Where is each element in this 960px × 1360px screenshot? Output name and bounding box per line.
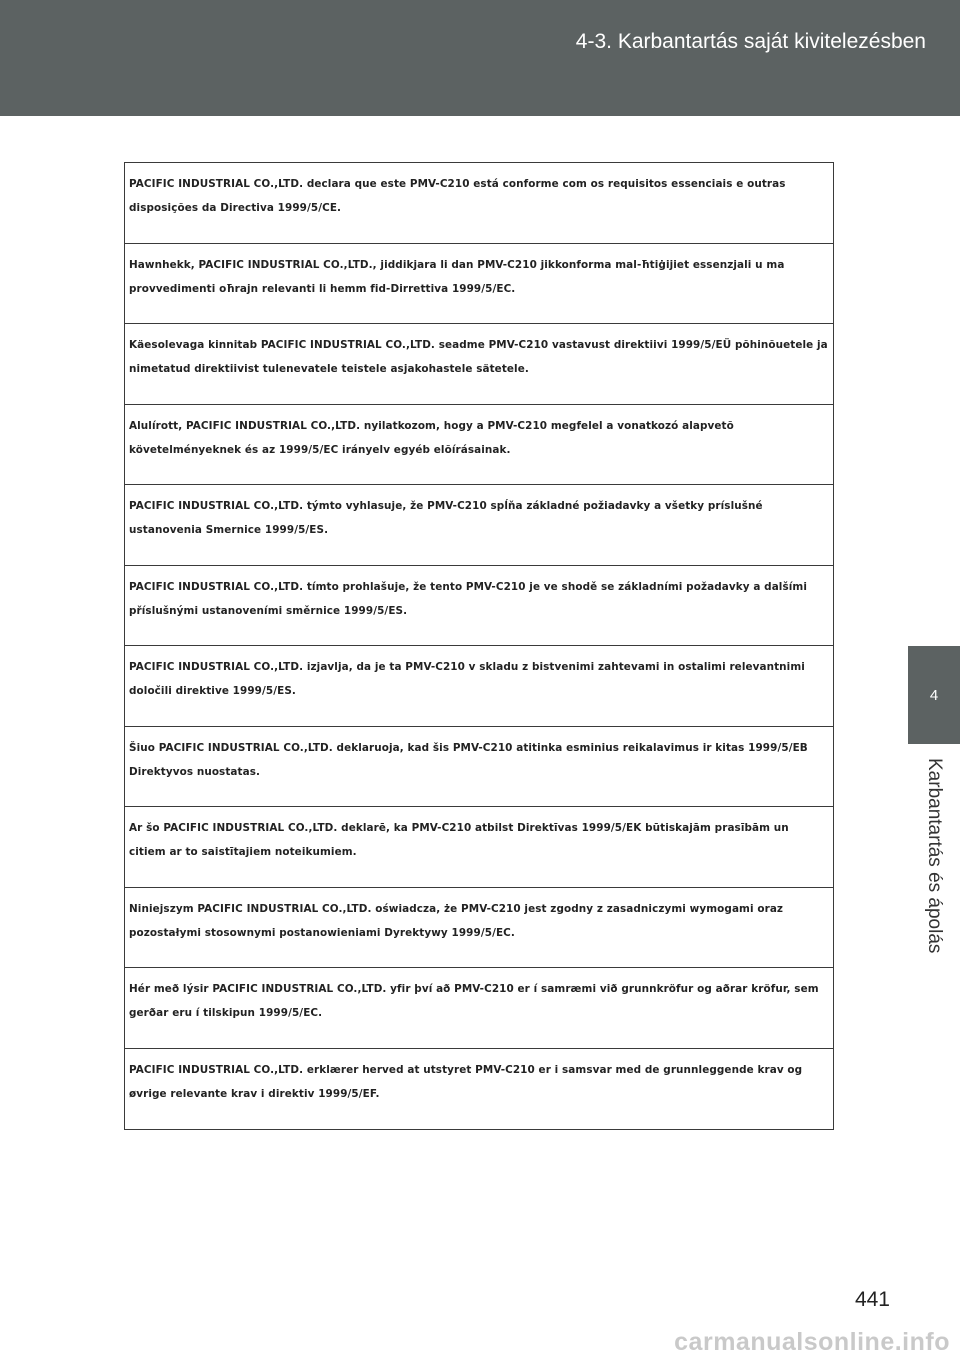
declaration-row-lithuanian [125,727,833,808]
declaration-row-latvian [125,807,833,888]
declaration-text: Hér með lýsir PACIFIC INDUSTRIAL CO.,LTD. yfir því að PMV-C210 er í samræmi við grunnkröfur og aðrar kröfur, sem gerðar eru í tilskipun 1999/5/EC. [129,983,819,1019]
declaration-text: Käesolevaga kinnitab PACIFIC INDUSTRIAL CO.,LTD. seadme PMV-C210 vastavust direktiivi 1999/5/EÜ põhinõuetele ja nimetatud direktiivist tulenevatele teistele asjakohastele sätetele. [129,339,828,375]
declaration-row-portuguese [125,163,833,244]
declaration-text: Niniejszym PACIFIC INDUSTRIAL CO.,LTD. oświadcza, że PMV-C210 jest zgodny z zasadniczymi wymogami oraz pozostałymi stosownymi postanowieniami Dyrektywy 1999/5/EC. [129,902,784,939]
declarations-table [124,162,834,1130]
declaration-row-norwegian [125,1049,833,1130]
declaration-text: Hawnhekk, PACIFIC INDUSTRIAL CO.,LTD., jiddikjara li dan PMV-C210 jikkonforma mal-ħtiġijiet essenzjali u ma provvedimenti oħrajn relevanti li hemm fid-Dirrettiva 1999/5/EC. [129,258,785,295]
chapter-number: 4 [929,686,939,704]
declaration-text: Ar šo PACIFIC INDUSTRIAL CO.,LTD. deklarē, ka PMV-C210 atbilst Direktīvas 1999/5/EK būtiskajām prasībām un citiem ar to saistītajiem noteikumiem. [129,822,789,858]
page-number: 441 [854,1288,890,1311]
declaration-row-hungarian [125,405,833,486]
declaration-row-slovak [125,485,833,566]
declaration-row-polish [125,888,833,969]
declaration-text: Alulírott, PACIFIC INDUSTRIAL CO.,LTD. nyilatkozom, hogy a PMV-C210 megfelel a vonatkozó alapvetõ követelményeknek és az 1999/5/EC irányelv egyéb elõírásainak. [129,419,734,456]
declaration-row-icelandic [125,968,833,1049]
declaration-text: PACIFIC INDUSTRIAL CO.,LTD. erklærer herved at utstyret PMV-C210 er i samsvar med de grunnleggende krav og øvrige relevante krav i direktiv 1999/5/EF. [129,1063,803,1100]
declaration-text: PACIFIC INDUSTRIAL CO.,LTD. týmto vyhlasuje, že PMV-C210 spĺňa základné požiadavky a všetky príslušné ustanovenia Smernice 1999/5/ES. [129,500,763,536]
chapter-tab [908,646,960,744]
declaration-row-maltese [125,244,833,325]
declaration-text: PACIFIC INDUSTRIAL CO.,LTD. declara que este PMV-C210 está conforme com os requisitos essenciais e outras disposições da Directiva 1999/5/CE. [129,178,786,214]
section-title: 4-3. Karbantartás saját kivitelezésben [575,30,926,53]
declaration-text: PACIFIC INDUSTRIAL CO.,LTD. tímto prohlašuje, že tento PMV-C210 je ve shodě se základními požadavky a dalšími příslušnými ustanoveními směrnice 1999/5/ES. [129,580,807,617]
watermark: carmanualsonline.info [674,1328,950,1356]
declaration-row-estonian [125,324,833,405]
declaration-row-slovenian [125,646,833,727]
declaration-text: Šiuo PACIFIC INDUSTRIAL CO.,LTD. deklaruoja, kad šis PMV-C210 atitinka esminius reikalavimus ir kitas 1999/5/EB Direktyvos nuostatas. [129,741,808,778]
header-band [0,0,960,116]
declaration-row-czech [125,566,833,647]
declaration-text: PACIFIC INDUSTRIAL CO.,LTD. izjavlja, da je ta PMV-C210 v skladu z bistvenimi zahtevami in ostalimi relevantnimi določili direktive 1999/5/ES. [129,661,805,697]
chapter-label: Karbantartás és ápolás [924,758,945,954]
